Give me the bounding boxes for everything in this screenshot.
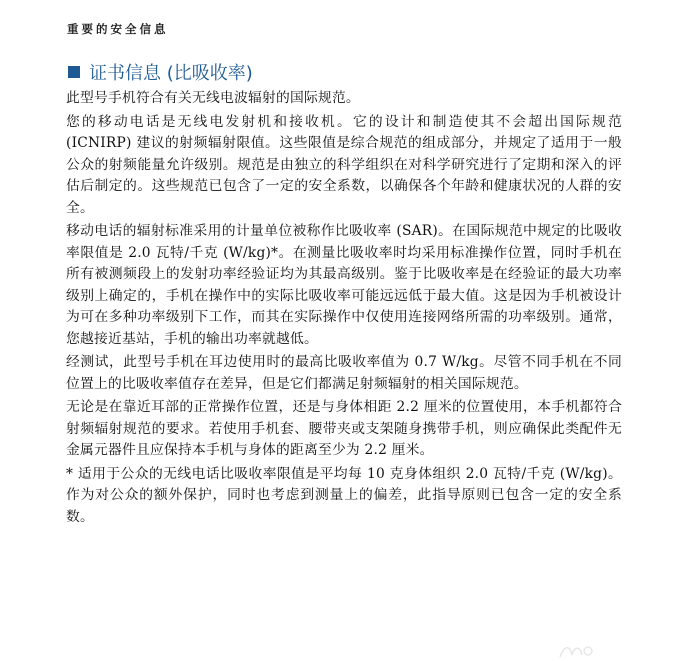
section-title-text: 证书信息 (比吸收率)	[89, 63, 253, 84]
paragraph-design: 您的移动电话是无线电发射机和接收机。它的设计和制造使其不会超出国际规范 (ICNIRP) 建议的射频辐射限值。这些限值是综合规范的组成部分，并规定了适用于一般公众的射频能量允许级别。规范是由独立的科学组织在对科学研究进行了定期和深入的评估后制定的。这些规范已包含了一定的安全系数，以确保各个年龄和健康状况的人群的安全。	[66, 113, 622, 216]
section-heading	[66, 60, 622, 84]
sar-section	[66, 60, 622, 530]
paragraph-sar-standard: 移动电话的辐射标准采用的计量单位被称作比吸收率 (SAR)。在国际规范中规定的比吸收率限值是 2.0 瓦特/千克 (W/kg)*。在测量比吸收率时均采用标准操作位置，同时手机在所有被测频段上的发射功率经验证均为其最高级别。鉴于比吸收率是在经验证的最大功率级别上确定的，手机在操作中的实际比吸收率可能远远低于最大值。这是因为手机被设计为可在多种功率级别下工作，而其在实际操作中仅使用连接网络所需的功率级别。通常，您越接近基站，手机的输出功率就越低。	[66, 223, 622, 347]
paragraph-footnote: * 适用于公众的无线电话比吸收率限值是平均每 10 克身体组织 2.0 瓦特/千克 (W/kg)。作为对公众的额外保护，同时也考虑到测量上的偏差，此指导原则已包含一定的安全系数。	[66, 465, 622, 525]
running-header: 重要的安全信息	[67, 22, 169, 36]
square-bullet-icon	[68, 66, 80, 78]
paragraph-test-result: 经测试，此型号手机在耳边使用时的最高比吸收率值为 0.7 W/kg。尽管不同手机在不同位置上的比吸收率值存在差异，但是它们都满足射频辐射的相关国际规范。	[66, 354, 622, 392]
paragraph-body-worn: 无论是在靠近耳部的正常操作位置，还是与身体相距 2.2 厘米的位置使用，本手机都符合射频辐射规范的要求。若使用手机套、腰带夹或支架随身携带手机，则应确保此类配件无金属元器件且应保持本手机与身体的距离至少为 2.2 厘米。	[66, 399, 622, 458]
paragraph-compliance: 此型号手机符合有关无线电波辐射的国际规范。	[66, 90, 360, 106]
watermark-logo-icon	[556, 639, 596, 661]
